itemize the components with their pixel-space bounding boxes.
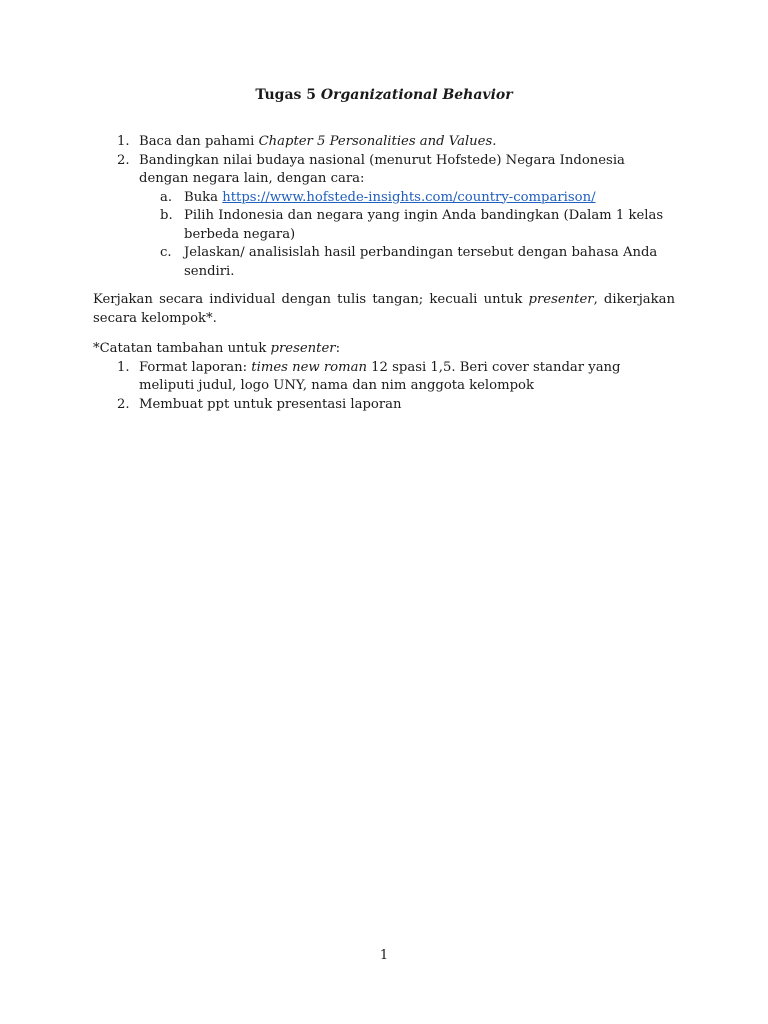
note-heading — [93, 340, 675, 359]
list-text: Bandingkan nilai budaya nasional (menurut Hofstede) Negara Indonesia dengan negara lain, dengan cara: — [139, 152, 625, 186]
note-colon: : — [335, 341, 341, 356]
sub-list-item — [93, 189, 675, 208]
sub-list-letter: b. — [160, 208, 173, 223]
list-item — [93, 396, 675, 415]
sub-list-text: Jelaskan/ analisislah hasil perbandingan tersebut dengan bahasa Anda sendiri. — [184, 245, 658, 279]
sub-list-text: Buka — [184, 189, 223, 205]
list-item — [93, 152, 675, 189]
title-italic: Organizational Behavior — [320, 87, 513, 103]
list-number: 1. — [117, 359, 130, 375]
title-prefix: Tugas 5 — [255, 87, 321, 103]
list-text-italic: times new roman — [251, 359, 367, 375]
sub-list-item — [93, 244, 675, 281]
note-section — [93, 340, 675, 414]
list-text-after: 12 spasi 1,5. Beri cover standar yang meliputi judul, logo UNY, nama dan nim anggota kelompok — [139, 359, 621, 393]
task-list — [93, 133, 675, 281]
note-italic: presenter — [270, 341, 336, 356]
list-text-italic: Chapter 5 Personalities and Values. — [258, 134, 497, 149]
paragraph-text: Kerjakan secara individual dengan tulis tangan; kecuali untuk — [93, 292, 529, 307]
list-number: 2. — [117, 152, 130, 168]
sub-list-text: Pilih Indonesia dan negara yang ingin Anda bandingkan (Dalam 1 kelas berbeda negara) — [184, 208, 664, 242]
paragraph-italic: presenter — [528, 292, 594, 307]
sub-list-letter: a. — [160, 189, 173, 205]
document-title — [0, 86, 768, 105]
list-text: Format laporan: — [139, 359, 252, 375]
note-text: *Catatan tambahan untuk — [93, 341, 271, 356]
list-number: 2. — [117, 396, 130, 412]
sub-list-item — [93, 207, 675, 244]
paragraph-text-after: , dikerjakan secara kelompok*. — [93, 292, 675, 326]
list-text: Membuat ppt untuk presentasi laporan — [139, 396, 402, 412]
sub-list-letter: c. — [160, 245, 172, 260]
page-number: 1 — [379, 948, 389, 963]
hofstede-link[interactable]: https://www.hofstede-insights.com/country-comparison/ — [222, 189, 596, 205]
list-text: Baca dan pahami — [139, 134, 259, 149]
list-number: 1. — [117, 134, 130, 149]
list-item — [93, 359, 675, 396]
instruction-paragraph — [93, 291, 675, 328]
list-item — [93, 133, 675, 152]
